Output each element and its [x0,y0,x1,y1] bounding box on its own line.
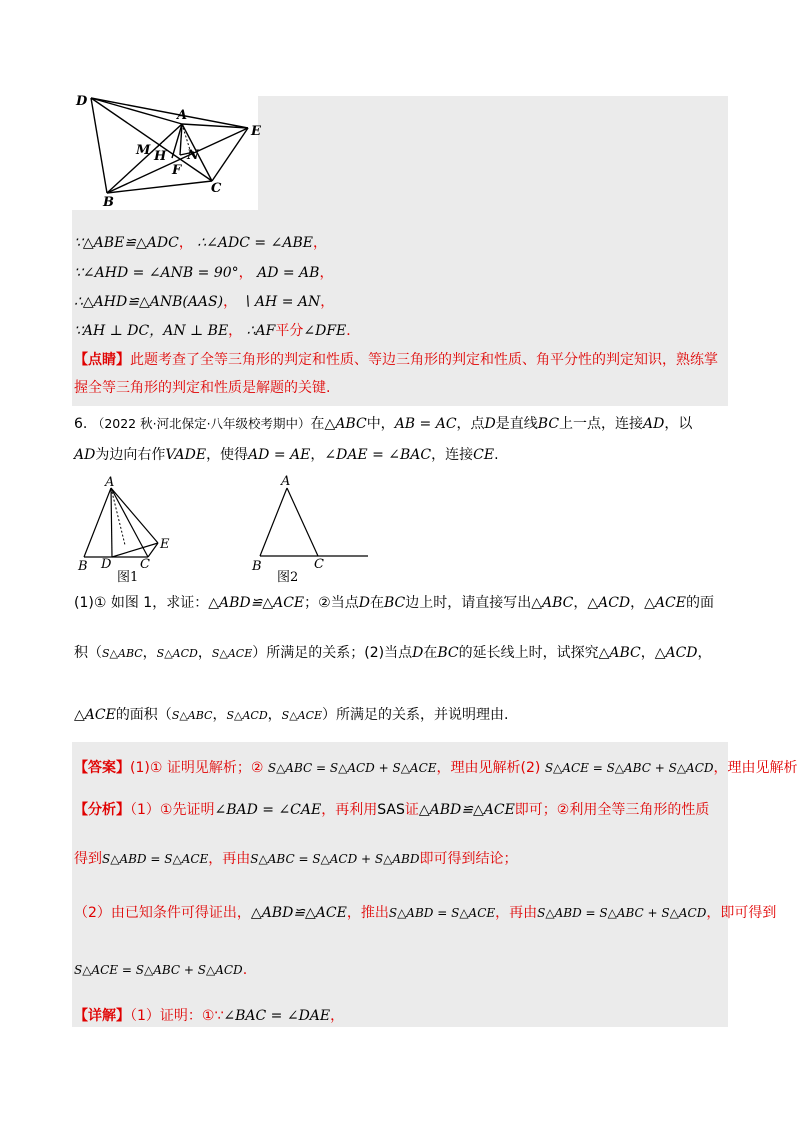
label-B: B [103,195,114,210]
proof-line-2: ∵∠AHD = ∠ANB = 90°， AD = AB， [74,265,334,281]
fig2-label-A: A [281,474,291,489]
label-A: A [177,108,188,123]
fig1-label-A: A [105,475,115,490]
fig2-label-B: B [252,559,262,574]
question-line-2: 积（S△ABC，S△ACD，S△ACE）所满足的关系；(2)当点D在BC的延长线上时，试探究△ABC，△ACD， [74,645,712,661]
analysis-line-2: 得到S△ABD = S△ACE，再由S△ABC = S△ACD + S△ABD即可得到结论； [74,851,518,867]
fig1-caption: 图1 [117,570,139,585]
fig1-label-B: B [78,559,88,574]
analysis-line-3: （2）由已知条件可得证出，△ABD≌△ACE，推出S△ABD = S△ACE，再由S△ABD = S△ABC + S△ACD，即可得到 [74,905,777,921]
problem-line-1: 6. （2022 秋·河北保定·八年级校考期中）在△ABC中，AB = AC，点D是直线BC上一点，连接AD，以 [74,416,693,432]
fig2-label-C: C [314,557,324,572]
fig1-label-C: C [140,557,150,572]
analysis-line-4: S△ACE = S△ABC + S△ACD. [74,962,248,978]
problem-line-2: AD为边向右作VADE，使得AD = AE，∠DAE = ∠BAC，连接CE. [74,447,499,463]
dianjing-line-1: 【点睛】此题考查了全等三角形的判定和性质、等边三角形的判定和性质、角平分性的判定知识，熟练掌 [74,352,718,368]
fig1-label-D: D [101,557,112,572]
label-E: E [251,124,261,139]
detail-line: 【详解】（1）证明：①∵∠BAC = ∠DAE， [74,1008,345,1024]
label-F: F [172,163,182,178]
answer-line: 【答案】(1)① 证明见解析；② S△ABC = S△ACD + S△ACE，理由见解析(2) S△ACE = S△ABC + S△ACD，理由见解析 [74,760,798,776]
fig2-caption: 图2 [277,570,299,585]
question-line-1: (1)① 如图 1，求证：△ABD≌△ACE；②当点D在BC边上时，请直接写出△ABC，△ACD，△ACE的面 [74,595,714,611]
label-D: D [76,94,88,109]
proof-line-1: ∵△ABE≌△ADC， ∴∠ADC = ∠ABE， [74,235,327,251]
dianjing-line-2: 握全等三角形的判定和性质是解题的关键. [74,380,331,396]
analysis-line-1: 【分析】（1）①先证明∠BAD = ∠CAE，再利用SAS证△ABD≌△ACE即可；②利用全等三角形的性质 [74,802,710,818]
proof-line-4: ∵AH ⊥ DC，AN ⊥ BE， ∴AF平分∠DFE． [74,323,361,339]
proof-line-3: ∴△AHD≌△ANB(AAS)， ∖ AH = AN， [74,294,335,310]
label-C: C [211,181,222,196]
fig1-label-E: E [160,537,170,552]
label-H: H [154,149,167,164]
label-N: N [187,148,199,163]
label-M: M [136,143,151,158]
question-line-3: △ACE的面积（S△ABC，S△ACD，S△ACE）所满足的关系，并说明理由. [74,707,509,723]
